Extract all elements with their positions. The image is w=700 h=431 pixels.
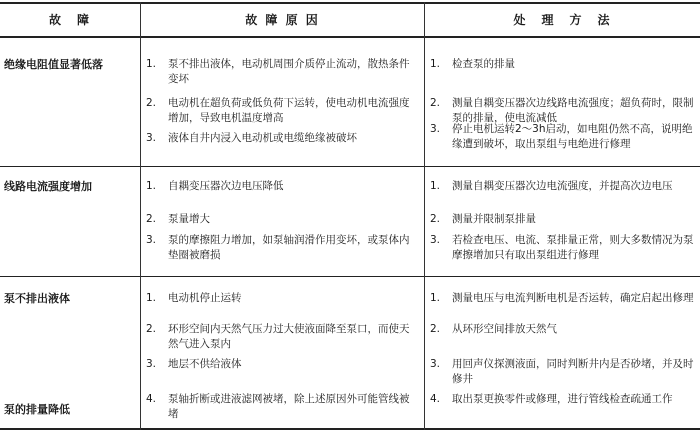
cause-item [146,57,416,87]
item-number: 3. [430,123,441,135]
item-text: 液体自井内浸入电动机或电缆绝缘被破坏 [168,132,357,144]
method-item [430,122,696,152]
item-text: 用回声仪探测液面，同时判断井内是否砂堵，并及时修井 [452,358,694,385]
item-text: 泵轴折断或进液滤网被堵，除上述原因外可能管线被堵 [168,393,410,420]
item-text: 泵的摩擦阻力增加，如泵轴润滑作用变坏，或泵体内垫圈被磨损 [168,234,410,261]
item-number: 1. [430,292,441,304]
column-divider-2 [424,2,425,430]
item-text: 从环形空间排放天然气 [452,323,557,335]
item-text: 测量自耦变压器次边电流强度，并提高次边电压 [452,180,673,192]
header-cause: 故 障 原 因 [245,12,320,27]
fault-label: 线路电流强度增加 [4,180,92,193]
item-number: 3. [146,132,157,144]
item-text: 泵不排出液体，电动机周围介质停止流动，散热条件变坏 [168,58,410,85]
item-text: 测量并限制泵排量 [452,213,536,225]
cause-item [146,233,416,263]
item-number: 4. [146,393,157,405]
item-text: 测量自耦变压器次边线路电流强度；超负荷时，限制泵的排量，使电流减低 [452,97,694,124]
item-text: 取出泵更换零件或修理，进行管线检查疏通工作 [452,393,673,405]
cause-item [146,131,416,146]
item-number: 1. [146,58,157,70]
header-fault: 故 障 [48,12,91,27]
item-text: 电动机在超负荷或低负荷下运转，使电动机电流强度增加，导致电机温度增高 [168,97,410,124]
item-text: 检查泵的排量 [452,58,515,70]
table-bottom-rule [0,428,700,430]
cause-item [146,212,416,227]
item-number: 2. [430,97,441,109]
method-item [430,57,696,72]
item-number: 2. [146,213,157,225]
method-item [430,179,696,194]
item-number: 1. [430,58,441,70]
item-text: 若检查电压、电流、泵排量正常，则大多数情况为泵摩擦增加只有取出泵组进行修理 [452,234,694,261]
item-number: 4. [430,393,441,405]
header-rule [0,36,700,38]
item-number: 3. [430,358,441,370]
fault-label: 泵的排量降低 [4,403,70,416]
method-item [430,357,696,387]
item-text: 停止电机运转2～3h启动，如电阻仍然不高，说明绝缘遭到破坏，取出泵组与电绝进行修理 [452,123,693,150]
group-rule-1 [0,166,700,167]
item-text: 地层不供给液体 [168,358,242,370]
item-number: 2. [146,323,157,335]
item-number: 1. [146,292,157,304]
header-method: 处 理 方 法 [513,12,612,27]
cause-item [146,392,416,422]
method-item [430,392,696,407]
method-item [430,233,696,263]
item-number: 3. [146,358,157,370]
cause-item [146,96,416,126]
method-item [430,212,696,227]
item-number: 1. [430,180,441,192]
method-item [430,291,696,306]
item-text: 测量电压与电流判断电机是否运转，确定启起出修理 [452,292,694,304]
cause-item [146,357,416,372]
cause-item [146,179,416,194]
item-number: 2. [430,323,441,335]
item-text: 泵量增大 [168,213,210,225]
method-item [430,322,696,337]
item-number: 2. [430,213,441,225]
column-divider-1 [140,2,141,430]
group-rule-2 [0,276,700,277]
fault-label: 绝缘电阻值显著低落 [4,58,103,71]
item-text: 环形空间内天然气压力过大使液面降至泵口，而使天然气进入泵内 [168,323,410,350]
cause-item [146,291,416,306]
item-number: 1. [146,180,157,192]
fault-label: 泵不排出液体 [4,292,70,305]
item-number: 3. [146,234,157,246]
item-text: 自耦变压器次边电压降低 [168,180,284,192]
item-number: 3. [430,234,441,246]
cause-item [146,322,416,352]
item-text: 电动机停止运转 [168,292,242,304]
item-number: 2. [146,97,157,109]
